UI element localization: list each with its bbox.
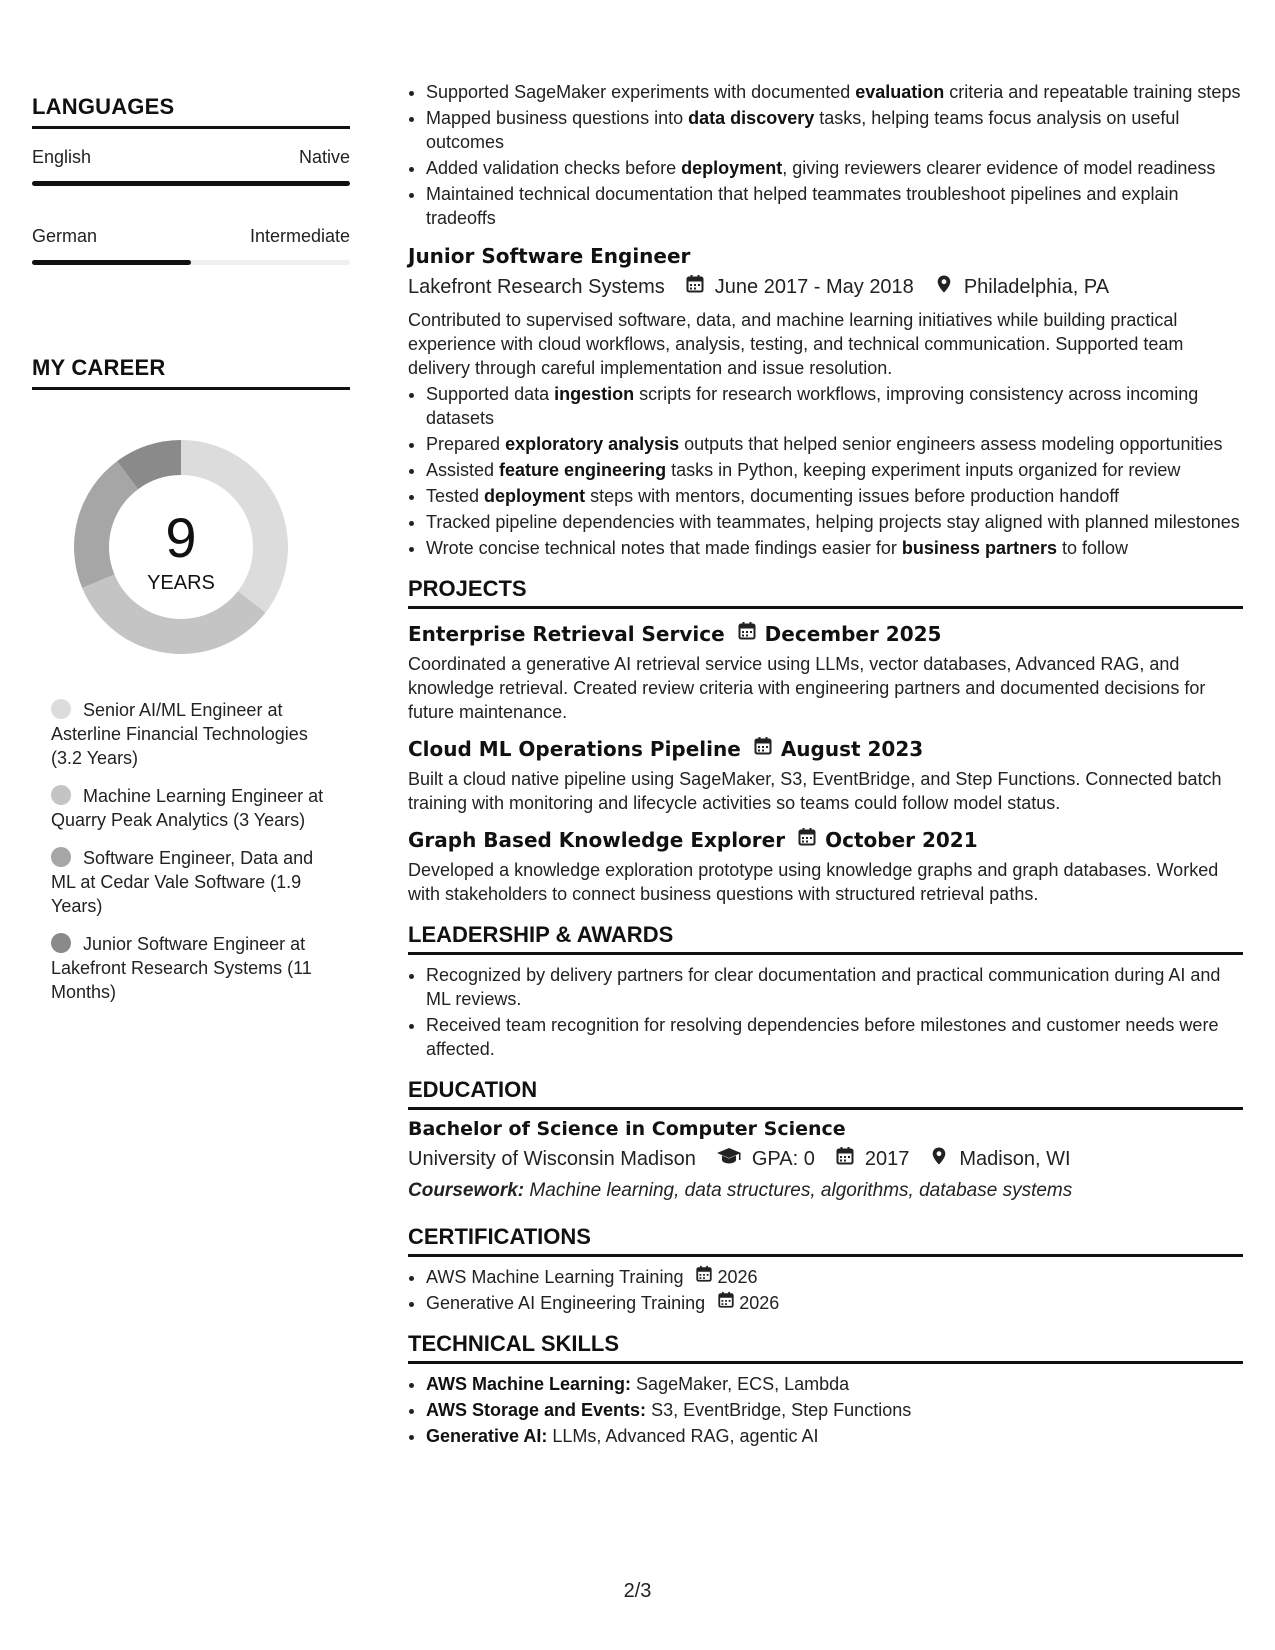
career-legend-item — [51, 784, 331, 832]
certifications-heading: CERTIFICATIONS — [408, 1224, 1243, 1257]
certifications-list — [408, 1265, 1243, 1315]
project-entry — [408, 827, 1243, 906]
projects-heading: PROJECTS — [408, 576, 1243, 609]
career-legend-label: Software Engineer, Data and ML at Cedar Vale Software (1.9 Years) — [51, 848, 314, 916]
languages-list — [32, 147, 350, 265]
bullet-text: steps with mentors, documenting issues before production handoff — [585, 486, 1120, 506]
career-total — [66, 432, 296, 662]
bullet-item — [426, 106, 1243, 154]
bullet-text: Maintained technical documentation that helped teammates troubleshoot pipelines and explain tradeoffs — [426, 184, 1179, 228]
calendar-icon — [737, 621, 757, 646]
bullet-text: Supported data — [426, 384, 555, 404]
language-level: Native — [298, 147, 350, 167]
skill-label: Generative AI: — [426, 1426, 548, 1446]
language-proficiency-fill — [32, 181, 350, 186]
project-description: Developed a knowledge exploration prototype using knowledge graphs and graph databases. Worked with stakeholders to connect business questions with structured retrieval paths. — [408, 860, 1219, 904]
career-legend — [51, 698, 331, 1004]
bullet-item: • Received team recognition for resolving dependencies before milestones and customer needs were affected. — [426, 1013, 1243, 1061]
main-content — [408, 80, 1243, 1450]
job-company: Lakefront Research Systems — [408, 275, 665, 298]
bullet-text: to follow — [1056, 538, 1129, 558]
school-name: University of Wisconsin Madison — [408, 1147, 696, 1170]
certification-item — [426, 1291, 1243, 1315]
skill-value: SageMaker, ECS, Lambda — [636, 1374, 850, 1394]
bullet-text: Added validation checks before — [426, 158, 682, 178]
junior-job-entry — [408, 244, 1243, 560]
career-legend-label: Junior Software Engineer at Lakefront Research Systems (11 Months) — [51, 934, 312, 1002]
calendar-icon — [685, 274, 705, 300]
certification-item — [426, 1265, 1243, 1289]
calendar-icon — [695, 1265, 713, 1289]
skill-item — [426, 1372, 1243, 1396]
skills-heading: TECHNICAL SKILLS — [408, 1331, 1243, 1364]
bullet-text: tasks in Python, keeping experiment inputs organized for review — [666, 460, 1181, 480]
page-number: 2/3 — [623, 1580, 652, 1602]
bullet-item — [426, 536, 1243, 560]
coursework-label: Coursework: — [408, 1180, 525, 1201]
career-legend-item — [51, 698, 331, 770]
bullet-keyword: feature engineering — [499, 460, 667, 480]
calendar-icon — [835, 1146, 855, 1172]
education-heading: EDUCATION — [408, 1077, 1243, 1110]
legend-dot — [51, 699, 71, 719]
bullet-text: Mapped business questions into — [426, 108, 689, 128]
bullet-item: • Recognized by delivery partners for clear documentation and practical communication during AI and ML reviews. — [426, 963, 1243, 1011]
career-legend-item — [51, 846, 331, 918]
bullet-item — [426, 182, 1243, 230]
bullet-text: Tested — [426, 486, 485, 506]
bullet-text: criteria and repeatable training steps — [944, 82, 1241, 102]
job-dates: June 2017 - May 2018 — [714, 275, 914, 298]
project-date: August 2023 — [780, 736, 924, 761]
skill-label: AWS Machine Learning: — [426, 1374, 632, 1394]
certification-year: 2026 — [717, 1267, 758, 1287]
prev-job-bullets — [408, 80, 1243, 230]
gpa: GPA: 0 — [751, 1147, 815, 1170]
leadership-heading: LEADERSHIP & AWARDS — [408, 922, 1243, 955]
skill-label: AWS Storage and Events: — [426, 1400, 647, 1420]
bullet-item — [426, 510, 1243, 534]
career-legend-item — [51, 932, 331, 1004]
graduation-cap-icon — [716, 1146, 742, 1172]
bullet-keyword: evaluation — [855, 82, 945, 102]
languages-heading: LANGUAGES — [32, 94, 350, 129]
location-pin-icon — [934, 274, 954, 300]
bullet-item — [426, 432, 1243, 456]
leadership-list — [408, 963, 1243, 1061]
language-proficiency-fill — [32, 260, 191, 265]
project-title-row — [408, 736, 1243, 761]
legend-dot — [51, 847, 71, 867]
project-entry — [408, 621, 1243, 724]
career-legend-label: Senior AI/ML Engineer at Asterline Financial Technologies (3.2 Years) — [51, 700, 308, 768]
language-level: Intermediate — [249, 226, 350, 246]
job-summary: Contributed to supervised software, data, and machine learning initiatives while building practical experience with cloud workflows, analysis, testing, and technical communication. Supported team delivery through careful implementation and issue resolution. — [408, 310, 1184, 378]
bullet-text: Wrote concise technical notes that made findings easier for — [426, 538, 902, 558]
skill-value: S3, EventBridge, Step Functions — [651, 1400, 912, 1420]
legend-dot — [51, 785, 71, 805]
bullet-text: Tracked pipeline dependencies with teammates, helping projects stay aligned with planned milestones — [426, 512, 1240, 532]
bullet-item — [426, 458, 1243, 482]
certification-name: • AWS Machine Learning Training — [426, 1267, 684, 1287]
bullet-text: , giving reviewers clearer evidence of model readiness — [782, 158, 1216, 178]
bullet-item — [426, 484, 1243, 508]
calendar-icon — [797, 827, 817, 852]
certification-year: 2026 — [739, 1293, 780, 1313]
career-total-value: 9 — [165, 505, 197, 569]
project-title: Enterprise Retrieval Service — [408, 621, 725, 646]
skill-value: LLMs, Advanced RAG, agentic AI — [552, 1426, 819, 1446]
project-date: October 2021 — [825, 827, 978, 852]
bullet-item — [426, 80, 1243, 104]
bullet-text: scripts for research workflows, improving consistency across incoming datasets — [426, 384, 1199, 428]
project-description: Coordinated a generative AI retrieval service using LLMs, vector databases, Advanced RAG, and knowledge retrieval. Created review criteria with engineering partners and documented decisions for future maintenance. — [408, 654, 1206, 722]
job-bullets — [408, 382, 1243, 560]
project-title: Graph Based Knowledge Explorer — [408, 827, 786, 852]
location-pin-icon — [929, 1146, 949, 1172]
project-date: December 2025 — [764, 621, 942, 646]
project-description: Built a cloud native pipeline using SageMaker, S3, EventBridge, and Step Functions. Connected batch training with monitoring and lifecycle activities so teams could follow model status. — [408, 769, 1222, 813]
language-name: German — [32, 226, 98, 246]
job-location: Philadelphia, PA — [963, 275, 1110, 298]
career-heading: MY CAREER — [32, 355, 350, 390]
career-legend-label: Machine Learning Engineer at Quarry Peak Analytics (3 Years) — [51, 786, 324, 830]
bullet-keyword: data discovery — [688, 108, 815, 128]
career-total-unit: YEARS — [147, 571, 215, 594]
bullet-text: Assisted — [426, 460, 500, 480]
coursework — [408, 1180, 1243, 1202]
school-location: Madison, WI — [959, 1147, 1071, 1170]
bullet-keyword: deployment — [484, 486, 586, 506]
language-item — [32, 226, 350, 265]
language-proficiency-bar — [32, 260, 350, 265]
bullet-item — [426, 156, 1243, 180]
language-proficiency-bar — [32, 181, 350, 186]
calendar-icon — [717, 1291, 735, 1315]
bullet-item — [426, 382, 1243, 430]
project-entry — [408, 736, 1243, 815]
bullet-keyword: ingestion — [554, 384, 635, 404]
graduation-year: 2017 — [864, 1147, 910, 1170]
job-title: Junior Software Engineer — [408, 244, 691, 268]
bullet-text: Prepared — [426, 434, 506, 454]
bullet-keyword: exploratory analysis — [505, 434, 680, 454]
calendar-icon — [753, 736, 773, 761]
certification-name: • Generative AI Engineering Training — [426, 1293, 706, 1313]
project-title: Cloud ML Operations Pipeline — [408, 736, 741, 761]
career-donut-chart — [66, 432, 296, 662]
bullet-text: outputs that helped senior engineers assess modeling opportunities — [679, 434, 1223, 454]
bullet-keyword: business partners — [901, 538, 1057, 558]
education-entry — [408, 1118, 1243, 1202]
bullet-text: tasks, helping teams focus analysis on useful outcomes — [426, 108, 1180, 152]
skill-item — [426, 1398, 1243, 1422]
coursework-text: Machine learning, data structures, algorithms, database systems — [529, 1180, 1073, 1201]
language-name: English — [32, 147, 92, 167]
education-meta — [408, 1146, 1243, 1172]
project-title-row — [408, 621, 1243, 646]
bullet-text: Supported SageMaker experiments with documented — [426, 82, 856, 102]
skill-item — [426, 1424, 1243, 1448]
language-item — [32, 147, 350, 186]
bullet-keyword: deployment — [681, 158, 783, 178]
legend-dot — [51, 933, 71, 953]
project-title-row — [408, 827, 1243, 852]
skills-list — [408, 1372, 1243, 1448]
job-meta — [408, 274, 1243, 300]
degree-title: Bachelor of Science in Computer Science — [408, 1118, 846, 1140]
sidebar — [32, 94, 350, 1018]
